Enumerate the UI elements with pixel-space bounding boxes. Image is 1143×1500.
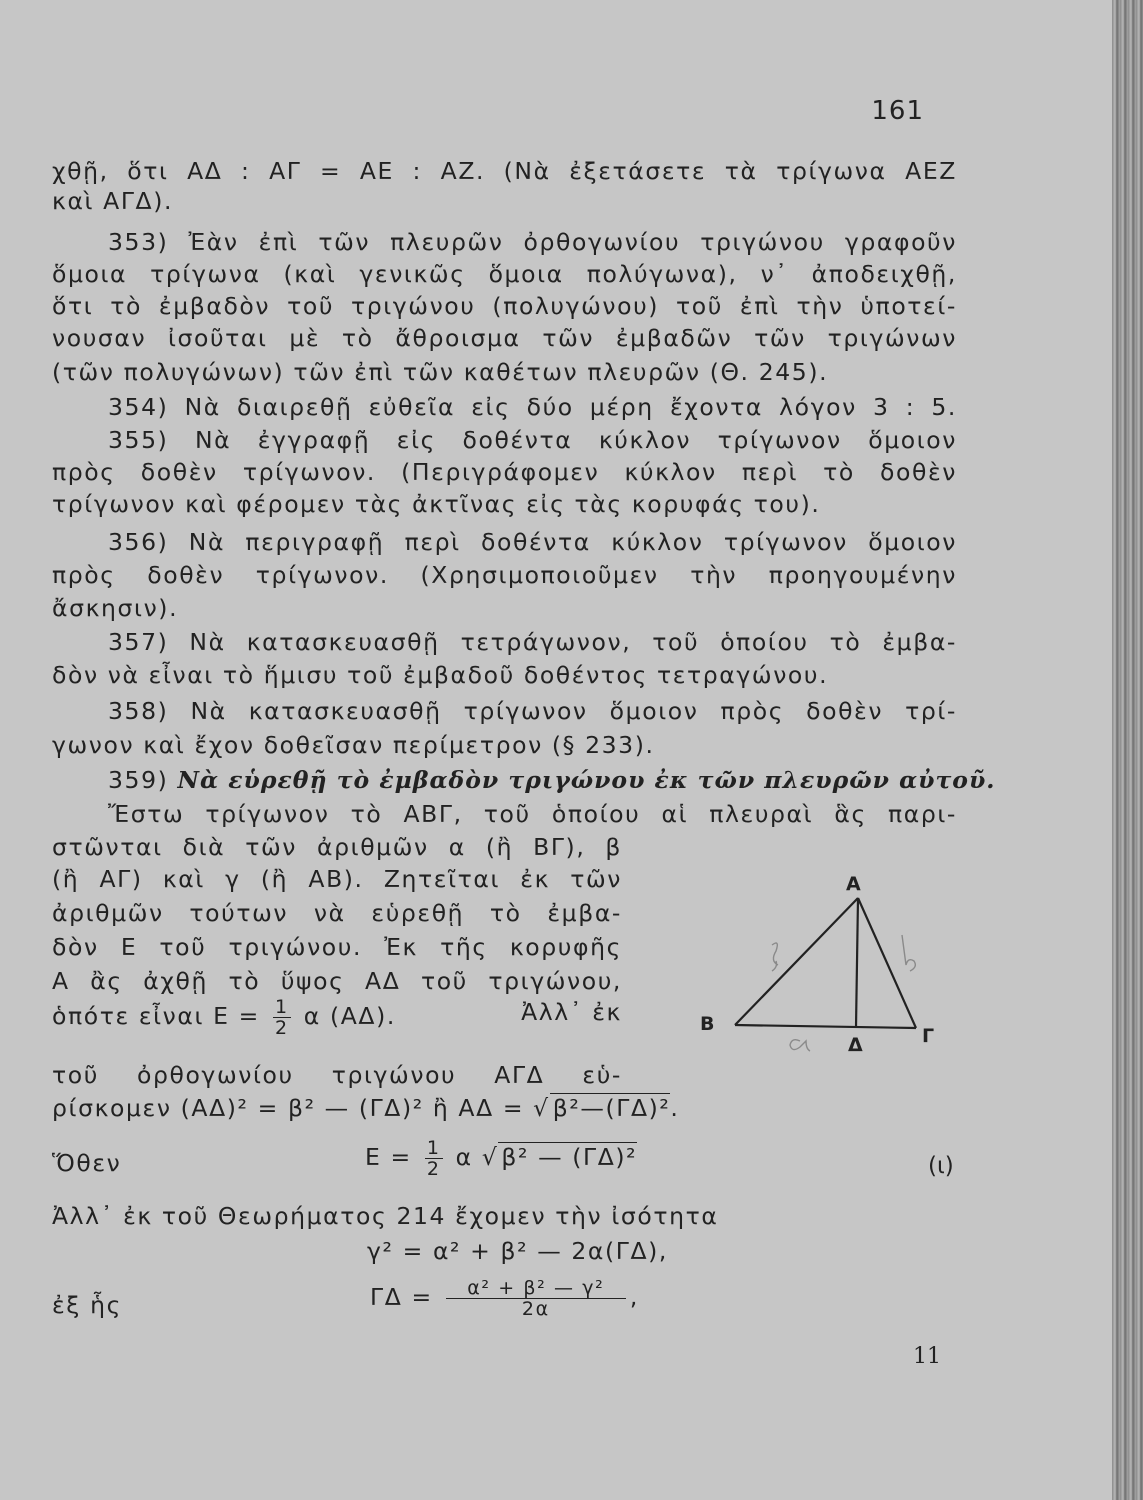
pencil-mark-b <box>902 935 915 971</box>
problem-353: 353) Ἐὰν ἐπὶ τῶν πλευρῶν ὀρθογωνίου τριγώνου γραφοῦν <box>108 228 957 256</box>
equation-number: (ι) <box>928 1153 954 1179</box>
area-formula-line: ὁπότε εἶναι Ε = $\frac{1}{2}$ α (ΑΔ). Ἀλλ᾽ ἐκ <box>52 996 622 1039</box>
text-line: καὶ ΑΓΔ). <box>52 187 174 215</box>
sqrt-expression: β² — (ΓΔ)² <box>498 1142 637 1171</box>
area-final-formula: Ε = $\frac{1}{2}$ α √ β² — (ΓΔ)² <box>365 1137 638 1180</box>
problem-358: 358) Νὰ κατασκευασθῇ τρίγωνον ὅμοιον πρὸς δοθὲν τρί- <box>108 697 957 725</box>
page-number: 161 <box>871 96 924 126</box>
height-formula-line: ρίσκομεν (ΑΔ)² = β² — (ΓΔ)² ἢ ΑΔ = √ β²—(ΓΔ)². <box>52 1094 680 1122</box>
problem-356: 356) Νὰ περιγραφῇ περὶ δοθέντα κύκλον τρίγωνον ὅμοιον <box>108 528 957 556</box>
gd-formula: ΓΔ = $\frac{\text{α² + β² — γ²}}{2\alpha}$ , <box>370 1277 639 1320</box>
problem-355: 355) Νὰ ἐγγραφῇ εἰς δοθέντα κύκλον τρίγωνον ὅμοιον <box>108 426 957 454</box>
triangle-figure <box>690 865 960 1070</box>
text-line: τοῦ ὀρθογωνίου τριγώνου ΑΓΔ εὑ- <box>52 1061 622 1089</box>
pencil-mark-alpha <box>790 1040 810 1051</box>
fraction-one-half: $\frac{1}{2}$ <box>426 1137 441 1180</box>
ex-is-label: ἐξ ἧς <box>52 1291 122 1319</box>
othen-label: Ὅθεν <box>52 1149 122 1177</box>
vertex-label-g: Γ <box>922 1025 935 1047</box>
text-line: στῶνται διὰ τῶν ἀριθμῶν α (ἢ ΒΓ), β <box>52 833 622 861</box>
text-line: τρίγωνον καὶ φέρομεν τὰς ἀκτῖνας εἰς τὰς κορυφάς του). <box>52 490 821 518</box>
text-line: πρὸς δοθὲν τρίγωνον. (Χρησιμοποιοῦμεν τὴν προηγουμένην <box>52 561 957 589</box>
problem-359-title: Νὰ εὑρεθῇ τὸ ἐμβαδὸν τριγώνου ἐκ τῶν πλευρῶν αὐτοῦ. <box>177 766 996 794</box>
text-line: (τῶν πολυγώνων) τῶν ἐπὶ τῶν καθέτων πλευρῶν (Θ. 245). <box>52 358 829 386</box>
vertex-label-a: Α <box>846 873 861 895</box>
text-line: δὸν Ε τοῦ τριγώνου. Ἐκ τῆς κορυφῆς <box>52 933 622 961</box>
problem-354: 354) Νὰ διαιρεθῇ εὐθεῖα εἰς δύο μέρη ἔχοντα λόγον 3 : 5. <box>108 393 957 421</box>
foot-label-d: Δ <box>848 1034 863 1056</box>
text-line: νουσαν ἰσοῦται μὲ τὸ ἄθροισμα τῶν ἐμβαδῶν τῶν τριγώνων <box>52 324 957 352</box>
fraction-one-half: $\frac{1}{2}$ <box>275 996 289 1039</box>
side-bg <box>735 1025 916 1028</box>
problem-359 <box>52 765 995 795</box>
text-line: ὅτι τὸ ἐμβαδὸν τοῦ τριγώνου (πολυγώνου) τοῦ ἐπὶ τὴν ὑποτεί- <box>52 292 957 320</box>
text-line: Ἀλλ᾽ ἐκ τοῦ Θεωρήματος 214 ἔχομεν τὴν ἰσότητα <box>52 1202 719 1230</box>
problem-357: 357) Νὰ κατασκευασθῇ τετράγωνον, τοῦ ὁποίου τὸ ἐμβα- <box>108 628 957 656</box>
text-line: χθῇ, ὅτι ΑΔ : ΑΓ = ΑΕ : ΑΖ. (Νὰ ἐξετάσετε τὰ τρίγωνα ΑΕΖ <box>52 157 957 185</box>
text-line: ἄσκησιν). <box>52 594 179 622</box>
pencil-mark-gamma <box>772 943 778 971</box>
altitude-ad <box>856 898 858 1027</box>
text-line: (ἢ ΑΓ) καὶ γ (ἢ ΑΒ). Ζητεῖται ἐκ τῶν <box>52 865 622 893</box>
signature-mark: 11 <box>913 1344 941 1369</box>
text-line: δὸν νὰ εἶναι τὸ ἥμισυ τοῦ ἐμβαδοῦ δοθέντος τετραγώνου. <box>52 661 829 689</box>
side-ab <box>735 898 858 1025</box>
sqrt-expression: β²—(ΓΔ)² <box>550 1093 671 1122</box>
text-line: πρὸς δοθὲν τρίγωνον. (Περιγράφομεν κύκλον περὶ τὸ δοθὲν <box>52 458 957 486</box>
text-line: ὅμοια τρίγωνα (καὶ γενικῶς ὅμοια πολύγωνα), ν᾽ ἀποδειχθῇ, <box>52 260 957 288</box>
cosine-law-formula: γ² = α² + β² — 2α(ΓΔ), <box>367 1237 668 1265</box>
text-line: γωνον καὶ ἔχον δοθεῖσαν περίμετρον (§ 233). <box>52 731 655 759</box>
text-line: Α ἂς ἀχθῇ τὸ ὕψος ΑΔ τοῦ τριγώνου, <box>52 967 622 995</box>
page-stack-edge <box>1112 0 1143 1500</box>
vertex-label-b: Β <box>700 1013 715 1035</box>
text-line: Ἔστω τρίγωνον τὸ ΑΒΓ, τοῦ ὁποίου αἱ πλευραὶ ἃς παρι- <box>108 800 957 828</box>
problem-359-number: 359) <box>108 766 169 794</box>
fraction-gd: $\frac{\text{α² + β² — γ²}}{2\alpha}$ <box>446 1278 626 1319</box>
text-line: ἀριθμῶν τούτων νὰ εὑρεθῇ τὸ ἐμβα- <box>52 899 622 927</box>
